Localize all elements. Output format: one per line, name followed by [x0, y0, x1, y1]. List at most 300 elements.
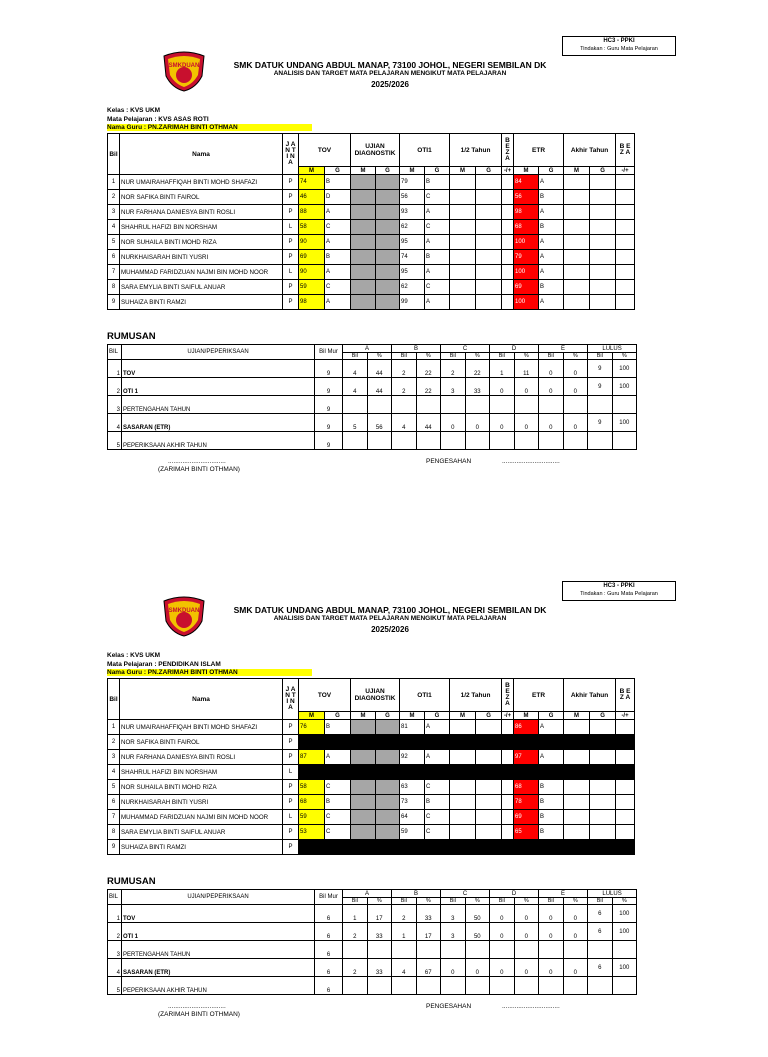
- subcol-g: G: [425, 167, 450, 175]
- summary-value: [539, 941, 564, 959]
- summary-value: 0: [539, 360, 564, 378]
- summary-value: 0: [514, 959, 539, 977]
- teacher-label: Nama Guru : PN.ZARIMAH BINTI OTHMAN: [107, 669, 312, 676]
- student-name: MUHAMMAD FARIDZUAN NAJMI BIN MOHD NOOR: [120, 810, 283, 825]
- beza-2-value: [616, 780, 635, 795]
- table-row: [108, 840, 635, 855]
- summary-value: 0: [539, 905, 564, 923]
- diag-mark: [351, 205, 376, 220]
- summary-row: [108, 977, 637, 995]
- summary-value: 0: [539, 414, 564, 432]
- student-gender: P: [283, 280, 299, 295]
- akhir-grade: [590, 750, 616, 765]
- sum-subcol-bil: Bil: [392, 353, 417, 360]
- summary-value: 2: [392, 360, 417, 378]
- summary-value: 50: [465, 923, 490, 941]
- diag-mark: [351, 265, 376, 280]
- half-grade: [476, 795, 502, 810]
- summary-value: [343, 432, 368, 450]
- summary-value: [563, 977, 588, 995]
- summary-count: 9: [315, 360, 343, 378]
- rumusan-heading: RUMUSAN: [107, 331, 156, 342]
- subject-label: Mata Pelajaran : PENDIDIKAN ISLAM: [107, 661, 221, 668]
- summary-value: 2: [392, 905, 417, 923]
- summary-exam-name: SASARAN (ETR): [122, 414, 315, 432]
- akhir-grade: [590, 250, 616, 265]
- oti1-grade: A: [425, 750, 450, 765]
- table-row: [108, 295, 635, 310]
- summary-value: [514, 977, 539, 995]
- summary-count: 9: [315, 396, 343, 414]
- sum-col-e: E: [539, 890, 588, 898]
- oti1-grade: A: [425, 205, 450, 220]
- col-oti1: OTI1: [400, 134, 450, 167]
- etr-mark: 100: [514, 235, 539, 250]
- beza-2-value: [616, 175, 635, 190]
- summary-no: 4: [108, 414, 122, 432]
- student-name: NOR SAFIKA BINTI FAIROL: [120, 190, 283, 205]
- summary-row: [108, 378, 637, 396]
- akhir-mark: [564, 235, 590, 250]
- tov-mark: 58: [299, 220, 325, 235]
- summary-value: 1: [343, 905, 368, 923]
- summary-value: 0: [539, 923, 564, 941]
- summary-value: [465, 941, 490, 959]
- student-gender: P: [283, 795, 299, 810]
- oti1-mark: 74: [400, 250, 425, 265]
- etr-mark: 56: [514, 190, 539, 205]
- subcol-g: G: [476, 167, 502, 175]
- summary-value: 33: [416, 905, 441, 923]
- summary-value: [416, 396, 441, 414]
- half-mark: [450, 720, 476, 735]
- beza-2-value: [616, 220, 635, 235]
- summary-value: 33: [367, 959, 392, 977]
- summary-row: [108, 360, 637, 378]
- diag-grade: [376, 220, 400, 235]
- diag-grade: [376, 205, 400, 220]
- sum-subcol-bil: Bil: [490, 898, 515, 905]
- summary-value: [514, 432, 539, 450]
- summary-value: [588, 396, 613, 414]
- subcol-pm: -/+: [616, 167, 635, 175]
- oti1-grade: C: [425, 780, 450, 795]
- summary-value: 0: [514, 378, 539, 396]
- subcol-g: G: [425, 712, 450, 720]
- summary-value: 0: [563, 360, 588, 378]
- student-name: NURKHAISARAH BINTI YUSRI: [120, 795, 283, 810]
- student-gender: L: [283, 220, 299, 235]
- akhir-grade: [590, 780, 616, 795]
- summary-value: 4: [392, 959, 417, 977]
- col-ujian: UJIAN DIAGNOSTIK: [351, 679, 400, 712]
- beza-2-value: [616, 810, 635, 825]
- summary-exam-name: OTI 1: [122, 923, 315, 941]
- table-row: [108, 825, 635, 840]
- summary-value: 2: [392, 378, 417, 396]
- sum-subcol-bil: Bil: [539, 898, 564, 905]
- diag-grade: [376, 265, 400, 280]
- col-etr: ETR: [514, 134, 564, 167]
- summary-value: 4: [343, 360, 368, 378]
- subcol-g: G: [590, 712, 616, 720]
- diag-grade: [376, 295, 400, 310]
- student-bil: 8: [108, 280, 120, 295]
- half-grade: [476, 750, 502, 765]
- student-bil: 1: [108, 720, 120, 735]
- tov-grade: B: [325, 250, 351, 265]
- etr-grade: B: [539, 280, 564, 295]
- sum-subcol-bil: Bil: [343, 898, 368, 905]
- diag-mark: [351, 810, 376, 825]
- sum-subcol-pct: %: [416, 353, 441, 360]
- summary-value: [465, 977, 490, 995]
- beza-value: [502, 235, 514, 250]
- summary-value: [588, 941, 613, 959]
- summary-value: 33: [367, 923, 392, 941]
- summary-value: 0: [563, 923, 588, 941]
- beza-2-value: [616, 235, 635, 250]
- summary-value: [367, 432, 392, 450]
- beza-2-value: [616, 280, 635, 295]
- summary-value: [392, 432, 417, 450]
- summary-count: 6: [315, 905, 343, 923]
- summary-value: [612, 977, 637, 995]
- subcol-g: G: [325, 167, 351, 175]
- summary-value: 0: [563, 378, 588, 396]
- student-gender: L: [283, 265, 299, 280]
- summary-exam-name: TOV: [122, 905, 315, 923]
- summary-exam-name: TOV: [122, 360, 315, 378]
- tov-mark: 90: [299, 235, 325, 250]
- summary-value: [514, 396, 539, 414]
- summary-value: 9: [588, 360, 613, 378]
- tov-grade: C: [325, 810, 351, 825]
- summary-exam-name: PERTENGAHAN TAHUN: [122, 396, 315, 414]
- student-score-table: [107, 133, 635, 310]
- half-mark: [450, 205, 476, 220]
- subcol-m: M: [514, 167, 539, 175]
- tov-grade: A: [325, 235, 351, 250]
- diag-mark: [351, 825, 376, 840]
- summary-value: 0: [465, 959, 490, 977]
- subcol-g: G: [539, 712, 564, 720]
- etr-mark: 69: [514, 280, 539, 295]
- akhir-mark: [564, 795, 590, 810]
- summary-value: 50: [465, 905, 490, 923]
- table-row: [108, 750, 635, 765]
- summary-value: 0: [490, 923, 515, 941]
- summary-value: 4: [343, 378, 368, 396]
- summary-value: 22: [465, 360, 490, 378]
- sum-col-d: D: [490, 890, 539, 898]
- subcol-m: M: [400, 712, 425, 720]
- summary-value: [490, 977, 515, 995]
- sum-subcol-pct: %: [465, 898, 490, 905]
- sum-col-bil: BIL: [108, 345, 122, 360]
- summary-value: 0: [514, 905, 539, 923]
- oti1-grade: B: [425, 175, 450, 190]
- sum-col-ujian: UJIAN/PEPERIKSAAN: [122, 890, 315, 905]
- subcol-g: G: [376, 712, 400, 720]
- sum-col-c: C: [441, 345, 490, 353]
- summary-value: 0: [514, 414, 539, 432]
- etr-mark: 84: [514, 175, 539, 190]
- school-name: SMK DATUK UNDANG ABDUL MANAP, 73100 JOHOL, NEGERI SEMBILAN DK: [233, 60, 547, 70]
- student-gender: P: [283, 250, 299, 265]
- summary-value: 0: [490, 905, 515, 923]
- summary-exam-name: SASARAN (ETR): [122, 959, 315, 977]
- summary-value: [343, 977, 368, 995]
- summary-no: 3: [108, 396, 122, 414]
- summary-row: [108, 396, 637, 414]
- col-nama: Nama: [120, 134, 283, 175]
- summary-value: [514, 941, 539, 959]
- summary-count: 9: [315, 414, 343, 432]
- student-bil: 8: [108, 825, 120, 840]
- etr-mark: 68: [514, 220, 539, 235]
- summary-value: 6: [588, 905, 613, 923]
- student-gender: P: [283, 750, 299, 765]
- akhir-grade: [590, 265, 616, 280]
- summary-count: 6: [315, 923, 343, 941]
- etr-mark: 78: [514, 795, 539, 810]
- sum-subcol-bil: Bil: [441, 898, 466, 905]
- summary-value: [588, 977, 613, 995]
- summary-value: 0: [465, 414, 490, 432]
- summary-value: 2: [343, 923, 368, 941]
- half-mark: [450, 750, 476, 765]
- school-name: SMK DATUK UNDANG ABDUL MANAP, 73100 JOHOL, NEGERI SEMBILAN DK: [233, 605, 547, 615]
- beza-value: [502, 295, 514, 310]
- col-beza: B E Z A: [502, 134, 514, 167]
- student-gender: L: [283, 810, 299, 825]
- diag-mark: [351, 175, 376, 190]
- table-row: [108, 220, 635, 235]
- summary-exam-name: PEPERIKSAAN AKHIR TAHUN: [122, 977, 315, 995]
- half-mark: [450, 280, 476, 295]
- summary-value: 100: [612, 378, 637, 396]
- sum-col-mur: Bil Mur: [315, 890, 343, 905]
- summary-value: 44: [367, 360, 392, 378]
- summary-value: [441, 941, 466, 959]
- summary-value: [465, 432, 490, 450]
- half-mark: [450, 175, 476, 190]
- summary-value: 0: [490, 959, 515, 977]
- half-grade: [476, 825, 502, 840]
- summary-value: [367, 941, 392, 959]
- summary-row: [108, 905, 637, 923]
- diag-grade: [376, 235, 400, 250]
- subcol-pm: -/+: [502, 167, 514, 175]
- oti1-mark: 79: [400, 175, 425, 190]
- tov-mark: 53: [299, 825, 325, 840]
- akhir-mark: [564, 750, 590, 765]
- pengesahan-label: PENGESAHAN: [426, 1003, 472, 1010]
- akhir-grade: [590, 235, 616, 250]
- sum-col-a: A: [343, 345, 392, 353]
- summary-value: 22: [416, 360, 441, 378]
- etr-grade: B: [539, 780, 564, 795]
- form-code-box: HC3 - PPKI Tindakan : Guru Mata Pelajaran: [562, 36, 676, 56]
- summary-value: [490, 432, 515, 450]
- akhir-mark: [564, 825, 590, 840]
- student-bil: 3: [108, 750, 120, 765]
- oti1-grade: A: [425, 265, 450, 280]
- col-beza-2: B E Z A: [616, 134, 635, 167]
- akhir-mark: [564, 780, 590, 795]
- signature-line: ................................: [168, 458, 226, 465]
- student-gender: P: [283, 720, 299, 735]
- beza-2-value: [616, 205, 635, 220]
- student-name: SUHAIZA BINTI RAMZI: [120, 295, 283, 310]
- akhir-grade: [590, 175, 616, 190]
- summary-value: 1: [392, 923, 417, 941]
- summary-value: [490, 941, 515, 959]
- summary-value: 17: [416, 923, 441, 941]
- summary-value: 100: [612, 959, 637, 977]
- tov-mark: 88: [299, 205, 325, 220]
- summary-value: [441, 432, 466, 450]
- half-grade: [476, 205, 502, 220]
- summary-value: 3: [441, 378, 466, 396]
- summary-value: [465, 396, 490, 414]
- etr-grade: A: [539, 235, 564, 250]
- diag-mark: [351, 220, 376, 235]
- summary-value: 56: [367, 414, 392, 432]
- summary-value: [441, 396, 466, 414]
- akhir-grade: [590, 720, 616, 735]
- sum-subcol-bil: Bil: [343, 353, 368, 360]
- oti1-mark: 56: [400, 190, 425, 205]
- tov-grade: A: [325, 265, 351, 280]
- diag-mark: [351, 750, 376, 765]
- summary-value: [612, 432, 637, 450]
- akhir-grade: [590, 280, 616, 295]
- summary-row: [108, 923, 637, 941]
- beza-value: [502, 250, 514, 265]
- etr-mark: 86: [514, 720, 539, 735]
- tov-grade: A: [325, 295, 351, 310]
- summary-value: 3: [441, 905, 466, 923]
- half-grade: [476, 295, 502, 310]
- etr-grade: A: [539, 265, 564, 280]
- table-row: [108, 250, 635, 265]
- summary-value: 0: [563, 905, 588, 923]
- oti1-mark: 73: [400, 795, 425, 810]
- diag-grade: [376, 280, 400, 295]
- student-bil: 9: [108, 840, 120, 855]
- akhir-mark: [564, 810, 590, 825]
- logo-lettering: SMKDUAN: [168, 608, 200, 614]
- blacked-out-cells: [299, 735, 635, 750]
- sum-col-mur: Bil Mur: [315, 345, 343, 360]
- diag-grade: [376, 250, 400, 265]
- report-subtitle: ANALISIS DAN TARGET MATA PELAJARAN MENGIKUT MATA PELAJARAN: [273, 70, 507, 77]
- signature-line: ................................: [168, 1003, 226, 1010]
- student-name: SHAHRUL HAFIZI BIN NORSHAM: [120, 220, 283, 235]
- subcol-m: M: [351, 167, 376, 175]
- oti1-mark: 93: [400, 205, 425, 220]
- oti1-mark: 81: [400, 720, 425, 735]
- class-label: Kelas : KVS UKM: [107, 652, 161, 659]
- summary-value: 67: [416, 959, 441, 977]
- tov-mark: 59: [299, 810, 325, 825]
- diag-grade: [376, 780, 400, 795]
- oti1-grade: A: [425, 720, 450, 735]
- tov-grade: A: [325, 750, 351, 765]
- summary-value: 2: [441, 360, 466, 378]
- subcol-g: G: [476, 712, 502, 720]
- akhir-grade: [590, 825, 616, 840]
- beza-value: [502, 750, 514, 765]
- etr-mark: 100: [514, 265, 539, 280]
- class-label: Kelas : KVS UKM: [107, 107, 161, 114]
- pengesahan-line: ................................: [502, 1003, 560, 1010]
- summary-value: [392, 977, 417, 995]
- subcol-g: G: [539, 167, 564, 175]
- akhir-mark: [564, 190, 590, 205]
- oti1-grade: A: [425, 235, 450, 250]
- student-name: SARA EMYLIA BINTI SAIFUL ANUAR: [120, 280, 283, 295]
- etr-mark: 65: [514, 825, 539, 840]
- oti1-grade: B: [425, 795, 450, 810]
- tov-grade: D: [325, 190, 351, 205]
- akhir-mark: [564, 295, 590, 310]
- summary-no: 1: [108, 905, 122, 923]
- subcol-m: M: [450, 167, 476, 175]
- akhir-mark: [564, 205, 590, 220]
- student-gender: P: [283, 825, 299, 840]
- sum-subcol-pct: %: [612, 353, 637, 360]
- oti1-mark: 63: [400, 780, 425, 795]
- student-name: NUR UMAIRAHAFFIQAH BINTI MOHD SHAFAZI: [120, 720, 283, 735]
- subcol-m: M: [514, 712, 539, 720]
- diag-grade: [376, 810, 400, 825]
- summary-value: [416, 941, 441, 959]
- summary-value: [343, 941, 368, 959]
- oti1-grade: C: [425, 810, 450, 825]
- summary-row: [108, 414, 637, 432]
- half-grade: [476, 810, 502, 825]
- tov-grade: C: [325, 280, 351, 295]
- beza-2-value: [616, 720, 635, 735]
- summary-value: 0: [539, 378, 564, 396]
- sum-col-b: B: [392, 890, 441, 898]
- diag-mark: [351, 250, 376, 265]
- summary-value: [563, 432, 588, 450]
- half-grade: [476, 265, 502, 280]
- beza-value: [502, 810, 514, 825]
- col-tov: TOV: [299, 134, 351, 167]
- summary-no: 1: [108, 360, 122, 378]
- summary-value: 6: [588, 923, 613, 941]
- summary-value: 100: [612, 414, 637, 432]
- col-beza: B E Z A: [502, 679, 514, 712]
- table-row: [108, 780, 635, 795]
- student-name: MUHAMMAD FARIDZUAN NAJMI BIN MOHD NOOR: [120, 265, 283, 280]
- sum-col-d: D: [490, 345, 539, 353]
- pengesahan-label: PENGESAHAN: [426, 458, 472, 465]
- etr-mark: 97: [514, 750, 539, 765]
- school-crest-icon: [160, 50, 208, 92]
- etr-grade: A: [539, 205, 564, 220]
- student-name: NURKHAISARAH BINTI YUSRI: [120, 250, 283, 265]
- beza-value: [502, 220, 514, 235]
- etr-mark: 69: [514, 810, 539, 825]
- rumusan-heading: RUMUSAN: [107, 876, 156, 887]
- analysis-sheet: [0, 0, 768, 512]
